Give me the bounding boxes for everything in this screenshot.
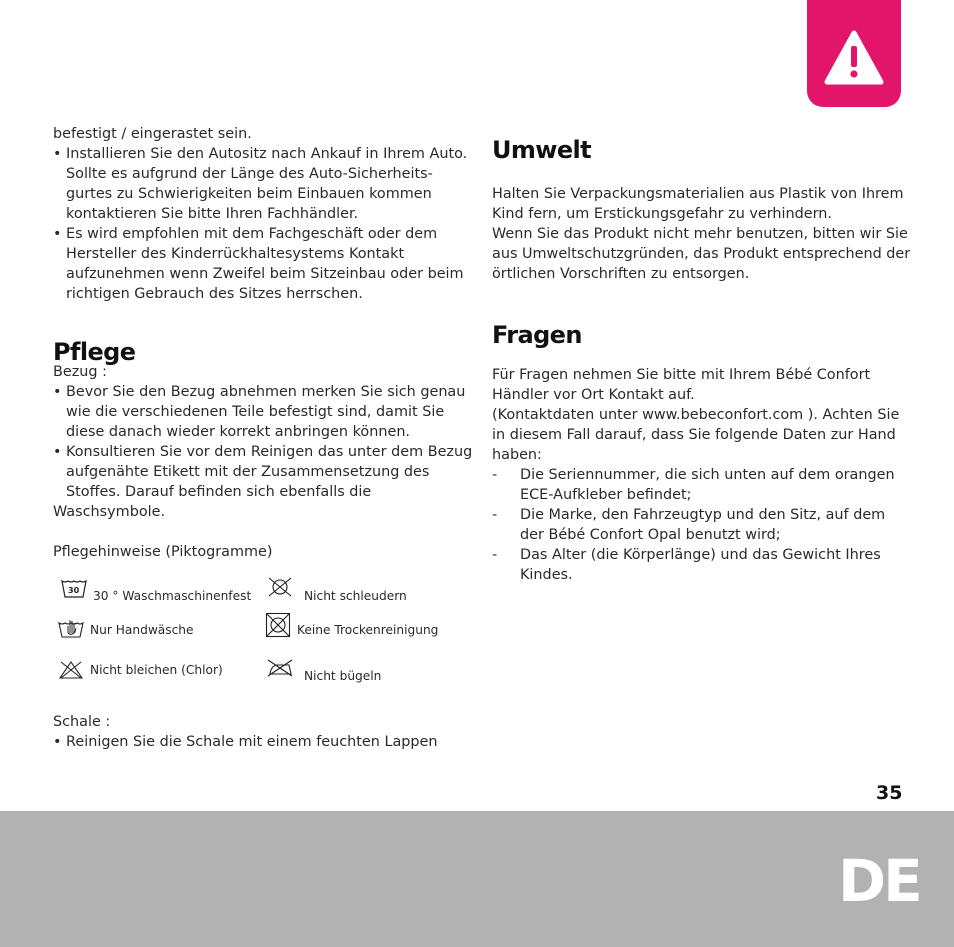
care-symbol-label: Nicht schleudern bbox=[304, 589, 407, 603]
bezug-bullet-2: • Konsultieren Sie vor dem Reinigen das unter dem Bezug aufgenähte Etikett mit der Zusammensetzung des Stoffes. Darauf befinden sich ebenfalls die bbox=[53, 442, 473, 502]
schale-label: Schale : bbox=[53, 714, 111, 730]
no-dry-clean-icon bbox=[265, 612, 291, 638]
bezug-bullet-1: • Bevor Sie den Bezug abnehmen merken Sie sich genau wie die verschiedenen Teile befestigt sind, damit Sie diese danach wieder korrekt anbringen können. bbox=[53, 382, 473, 442]
bezug-label: Bezug : bbox=[53, 364, 107, 380]
care-symbol-hand-wash bbox=[58, 616, 194, 640]
warning-tab bbox=[807, 0, 901, 107]
fragen-text: Für Fragen nehmen Sie bitte mit Ihrem Bébé Confort Händler vor Ort Kontakt auf. (Kontaktdaten unter www.bebeconfort.com ). Achten Sie in diesem Fall darauf, dass Sie folgende Daten zur Hand haben: bbox=[492, 367, 900, 463]
care-symbol-label: 30 ° Waschmaschinenfest bbox=[93, 589, 252, 603]
warning-icon bbox=[824, 30, 884, 86]
intro-line: befestigt / eingerastet sein. bbox=[53, 126, 252, 142]
fragen-item-1: - Die Seriennummer, die sich unten auf dem orangen ECE-Aufkleber befindet; bbox=[492, 465, 912, 505]
care-symbol-no-dry-clean bbox=[265, 610, 438, 640]
language-code: DE bbox=[838, 847, 920, 915]
page-number: 35 bbox=[876, 782, 903, 804]
no-tumble-icon bbox=[267, 576, 293, 598]
install-bullet: • Installieren Sie den Autositz nach Ankauf in Ihrem Auto. Sollte es aufgrund der Länge des Auto-Sicherheits-gurtes zu Schwierigkeiten beim Einbauen kommen kontaktieren Sie bitte Ihren Fachhändler. bbox=[53, 144, 473, 224]
care-symbols bbox=[53, 568, 473, 688]
no-bleach-icon bbox=[58, 660, 84, 680]
fragen-heading: Fragen bbox=[492, 321, 582, 349]
bezug-tail: Waschsymbole. bbox=[53, 504, 166, 520]
pflege-heading: Pflege bbox=[53, 338, 136, 366]
left-column bbox=[53, 124, 473, 752]
care-symbol-label: Keine Trockenreinigung bbox=[297, 623, 439, 637]
hand-wash-icon bbox=[58, 617, 84, 639]
care-symbol-label: Nicht bleichen (Chlor) bbox=[90, 663, 223, 677]
pikto-label: Pflegehinweise (Piktogramme) bbox=[53, 544, 273, 560]
washtub-30-icon bbox=[61, 579, 87, 599]
care-symbol-no-iron bbox=[267, 650, 381, 686]
fragen-item-2: - Die Marke, den Fahrzeugtyp und den Sitz, auf dem der Bébé Confort Opal benutzt wird; bbox=[492, 505, 912, 545]
wash-temp-label: 30 bbox=[68, 586, 80, 595]
care-symbol-wash30 bbox=[61, 572, 251, 606]
care-symbol-no-tumble bbox=[267, 568, 407, 606]
care-symbol-label: Nur Handwäsche bbox=[90, 623, 194, 637]
care-symbol-no-bleach bbox=[58, 660, 223, 680]
contact-bullet: • Es wird empfohlen mit dem Fachgeschäft oder dem Hersteller des Kinderrückhaltesystems Kontakt aufzunehmen wenn Zweifel beim Sitzeinbau oder beim richtigen Gebrauch des Sitzes herrschen. bbox=[53, 224, 473, 304]
right-column bbox=[492, 124, 912, 585]
no-iron-icon bbox=[267, 658, 293, 678]
footer-band bbox=[0, 811, 954, 947]
care-symbol-label: Nicht bügeln bbox=[304, 669, 382, 683]
fragen-item-3: - Das Alter (die Körperlänge) und das Gewicht Ihres Kindes. bbox=[492, 545, 912, 585]
schale-bullet: • Reinigen Sie die Schale mit einem feuchten Lappen bbox=[53, 732, 473, 752]
umwelt-heading: Umwelt bbox=[492, 136, 592, 164]
umwelt-text: Halten Sie Verpackungsmaterialien aus Plastik von Ihrem Kind fern, um Erstickungsgefahr zu verhindern. Wenn Sie das Produkt nicht mehr benutzen, bitten wir Sie aus Umweltschutzgründen, das Produkt entsprechend der örtlichen Vorschriften zu entsorgen. bbox=[492, 186, 911, 282]
